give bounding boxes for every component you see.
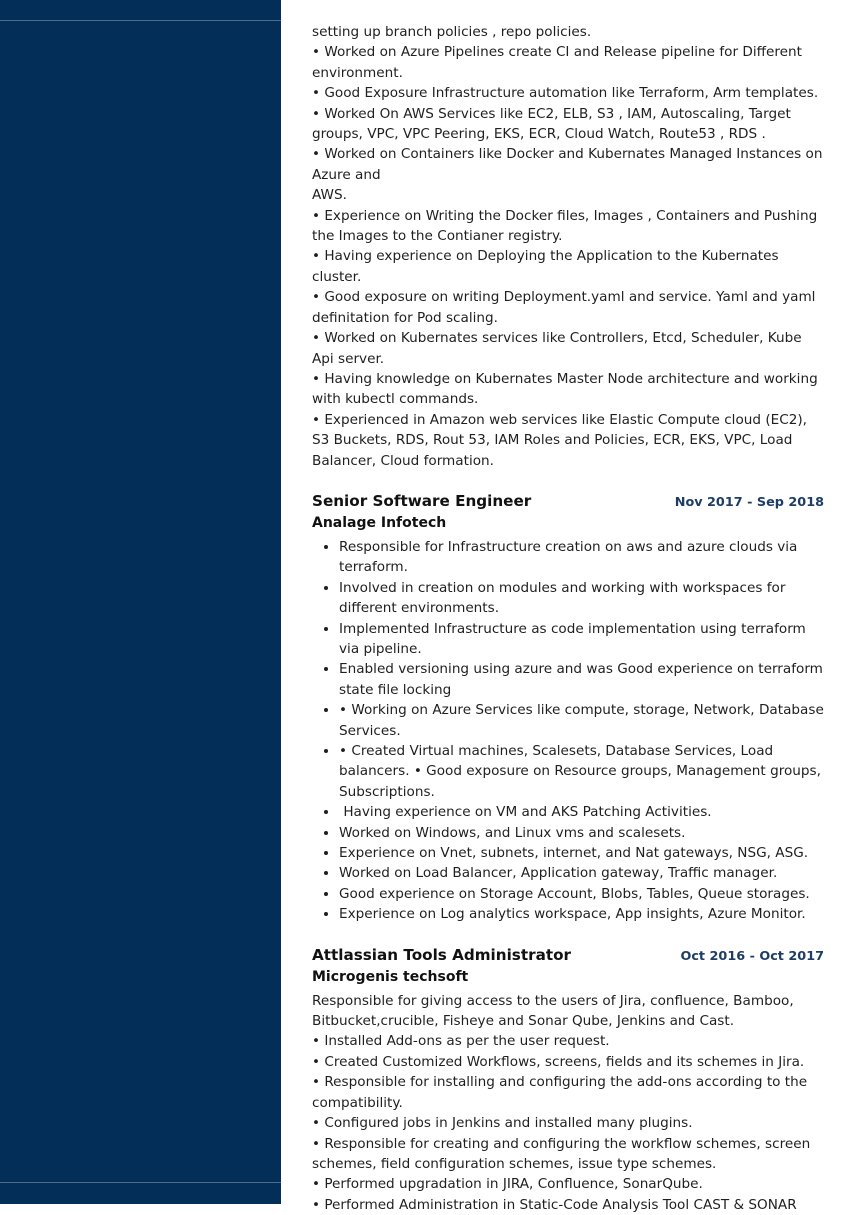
intro-line: • Worked On AWS Services like EC2, ELB, S3 , IAM, Autoscaling, Target groups, VPC, VPC Peering, EKS, ECR, Cloud Watch, Route53 , RDS . <box>312 105 791 143</box>
bullet-item: • Worked on Windows, and Linux vms and scalesets. <box>339 823 824 843</box>
intro-line: • Experience on Writing the Docker files, Images , Containers and Pushing the Images to the Contianer registry. <box>312 207 818 245</box>
intro-line: setting up branch policies , repo policies. <box>312 24 592 40</box>
job-title: Senior Software Engineer <box>312 491 532 510</box>
bullet-item: • Implemented Infrastructure as code implementation using terraform via pipeline. <box>339 619 824 660</box>
intro-line: • Worked on Kubernates services like Controllers, Etcd, Scheduler, Kube Api server. <box>312 330 802 367</box>
bullet-item: • Experience on Vnet, subnets, internet, and Nat gateways, NSG, ASG. <box>339 843 824 863</box>
intro-line: • Good exposure on writing Deployment.yaml and service. Yaml and yaml definitation for Pod scaling. <box>312 289 816 326</box>
job-description <box>312 991 824 1215</box>
resume-main-content <box>312 22 824 1215</box>
bullet-item: • Responsible for Infrastructure creation on aws and azure clouds via terraform. <box>339 537 824 578</box>
job-senior-software-engineer <box>312 491 824 925</box>
bullet-item: • Worked on Load Balancer, Application gateway, Traffic manager. <box>339 863 824 883</box>
intro-line: AWS. <box>312 187 347 204</box>
description-line: • Performed Administration in Static-Code Analysis Tool CAST & SONAR <box>312 1196 797 1213</box>
job-header <box>312 945 824 967</box>
job-company: Microgenis techsoft <box>312 968 469 985</box>
sidebar-panel <box>0 0 281 1204</box>
description-line: • Performed upgradation in JIRA, Confluence, SonarQube. <box>312 1176 703 1193</box>
bullet-item: • Good experience on Storage Account, Blobs, Tables, Queue storages. <box>339 884 824 904</box>
sidebar-divider-top <box>0 20 281 21</box>
job-date: Nov 2017 - Sep 2018 <box>674 494 824 510</box>
description-line: • Configured jobs in Jenkins and installed many plugins. <box>312 1115 693 1132</box>
job-company: Analage Infotech <box>312 514 447 531</box>
job-bullet-list <box>312 537 824 925</box>
bullet-item: • Involved in creation on modules and working with workspaces for different environments. <box>339 578 824 619</box>
intro-line: • Worked on Azure Pipelines create CI and Release pipeline for Different environment. <box>312 44 802 81</box>
bullet-item: • Experience on Log analytics workspace, App insights, Azure Monitor. <box>339 904 824 924</box>
intro-line: • Having knowledge on Kubernates Master Node architecture and working with kubectl commands. <box>312 370 818 408</box>
bullet-item: • Enabled versioning using azure and was Good experience on terraform state file locking <box>339 659 824 700</box>
job-attlassian-tools-administrator <box>312 945 824 1215</box>
bullet-item: • • Working on Azure Services like compute, storage, Network, Database Services. <box>339 700 824 741</box>
sidebar-divider-bottom <box>0 1182 281 1183</box>
intro-line: • Having experience on Deploying the Application to the Kubernates cluster. <box>312 248 779 285</box>
description-line: Responsible for giving access to the users of Jira, confluence, Bamboo, Bitbucket,crucible, Fisheye and Sonar Qube, Jenkins and Cast. <box>312 992 794 1030</box>
job-title: Attlassian Tools Administrator <box>312 945 572 964</box>
job-date: Oct 2016 - Oct 2017 <box>680 948 824 964</box>
description-line: • Responsible for creating and configuring the workflow schemes, screen schemes, field configuration schemes, issue type schemes. <box>312 1135 811 1172</box>
intro-line: • Good Exposure Infrastructure automation like Terraform, Arm templates. <box>312 85 819 102</box>
experience-intro <box>312 22 824 471</box>
description-line: • Responsible for installing and configuring the add-ons according to the compatibility. <box>312 1074 808 1111</box>
bullet-item: • • Created Virtual machines, Scalesets, Database Services, Load balancers. • Good exposure on Resource groups, Management groups, Subscriptions. <box>339 741 824 802</box>
intro-line: • Experienced in Amazon web services like Elastic Compute cloud (EC2), S3 Buckets, RDS, Rout 53, IAM Roles and Policies, ECR, EKS, VPC, Load Balancer, Cloud formation. <box>312 411 808 469</box>
bullet-item: • Having experience on VM and AKS Patching Activities. <box>339 802 824 822</box>
job-header <box>312 491 824 513</box>
description-line: • Created Customized Workflows, screens, fields and its schemes in Jira. <box>312 1053 805 1070</box>
intro-line: • Worked on Containers like Docker and Kubernates Managed Instances on Azure and <box>312 146 823 183</box>
description-line: • Installed Add-ons as per the user request. <box>312 1033 610 1050</box>
